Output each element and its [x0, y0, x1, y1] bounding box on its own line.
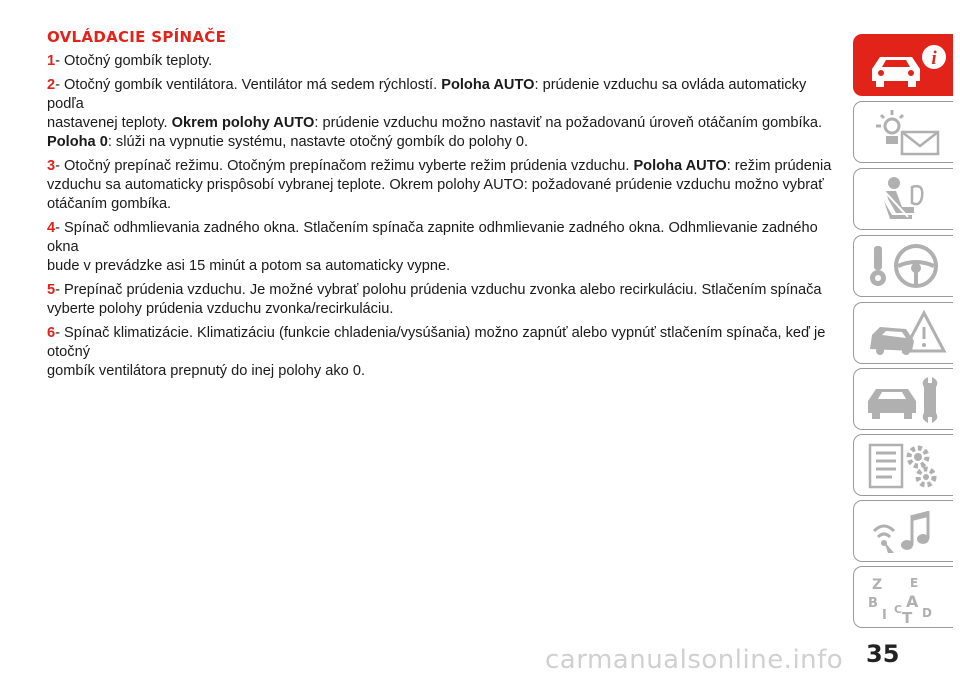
bold-term: Poloha AUTO	[441, 77, 535, 93]
index-letter: Z	[872, 577, 883, 593]
car-wrench-icon	[862, 373, 952, 427]
item-text: gombík ventilátora prepnutý do inej polohy ako 0.	[47, 363, 366, 379]
index-letter: I	[882, 608, 887, 623]
watermark: carmanualsonline.info	[545, 645, 844, 675]
key-steering-wheel-icon	[862, 240, 952, 294]
instruction-item	[47, 219, 837, 276]
item-number: 5	[47, 282, 56, 298]
item-text: nastavenej teploty.	[47, 115, 172, 131]
tab-multimedia[interactable]	[853, 500, 953, 562]
car-info-icon	[862, 39, 952, 93]
page-number: 35	[866, 640, 900, 668]
item-number: 3	[47, 158, 56, 174]
tab-maintenance[interactable]	[853, 368, 953, 430]
instruction-item	[47, 281, 837, 319]
tab-safety[interactable]	[853, 168, 953, 230]
item-number: 1	[47, 53, 56, 69]
index-letter: E	[910, 576, 919, 590]
alphabetical-index-icon	[862, 571, 952, 625]
item-number: 6	[47, 325, 56, 341]
item-text: - Otočný gombík teploty.	[55, 53, 213, 69]
item-text: - Otočný gombík ventilátora. Ventilátor má sedem rýchlostí.	[55, 77, 442, 93]
index-letter: A	[906, 592, 919, 611]
tab-starting-driving[interactable]	[853, 235, 953, 297]
item-text: : slúži na vypnutie systému, nastavte otočný gombík do polohy 0.	[107, 134, 529, 150]
item-text: : prúdenie vzduchu možno nastaviť na požadovanú úroveň otáčaním gombíka.	[314, 115, 823, 131]
warning-lights-envelope-icon	[862, 106, 952, 160]
item-text: - Otočný prepínač režimu. Otočným prepínačom režimu vyberte režim prúdenia vzduchu.	[55, 158, 634, 174]
bold-term: Poloha AUTO	[633, 158, 727, 174]
index-letter: B	[868, 596, 878, 611]
bold-term: Okrem polohy AUTO	[171, 115, 315, 131]
car-crash-warning-icon	[862, 307, 952, 361]
index-letter: C	[894, 603, 903, 616]
instruction-list	[47, 52, 837, 386]
tab-car-info[interactable]	[853, 34, 953, 96]
index-letter: D	[922, 606, 932, 620]
item-text: otáčaním gombíka.	[47, 196, 172, 212]
multimedia-music-icon	[862, 505, 952, 559]
instruction-item	[47, 324, 837, 381]
bold-term: Poloha 0	[47, 134, 108, 150]
tab-index[interactable]	[853, 566, 953, 628]
item-text: : režim prúdenia	[726, 158, 832, 174]
item-number: 4	[47, 220, 56, 236]
index-letter: T	[902, 609, 913, 625]
instruction-item	[47, 52, 837, 71]
item-text: - Spínač klimatizácie. Klimatizáciu (funkcie chladenia/vysúšania) možno zapnúť alebo vypnúť stlačením spínača, keď je otočný	[47, 325, 826, 360]
item-text: vyberte polohy prúdenia vzduchu zvonka/recirkuláciu.	[47, 301, 394, 317]
tab-warning-lights[interactable]	[853, 101, 953, 163]
item-number: 2	[47, 77, 56, 93]
tab-technical-data[interactable]	[853, 434, 953, 496]
item-text: bude v prevádzke asi 15 minút a potom sa automaticky vypne.	[47, 258, 451, 274]
instruction-item	[47, 157, 837, 214]
item-text: vzduchu sa automaticky prispôsobí vybranej teplote. Okrem polohy AUTO: požadované prúdenie vzduchu možno vybrať	[47, 177, 824, 193]
seat-airbag-icon	[862, 173, 952, 227]
section-title: OVLÁDACIE SPÍNAČE	[47, 28, 227, 46]
item-text: - Prepínač prúdenia vzduchu. Je možné vybrať polohu prúdenia vzduchu zvonka alebo recirkuláciu. Stlačením spínača	[55, 282, 822, 298]
instruction-item	[47, 76, 837, 152]
svg-text:i: i	[931, 48, 937, 69]
specs-gears-icon	[862, 439, 952, 493]
tab-emergency[interactable]	[853, 302, 953, 364]
item-text: - Spínač odhmlievania zadného okna. Stlačením spínača zapnite odhmlievanie zadného okna. Odhmlievanie zadného okna	[47, 220, 818, 255]
item-text: : prúdenie vzduchu sa ovláda automaticky podľa	[47, 77, 807, 112]
